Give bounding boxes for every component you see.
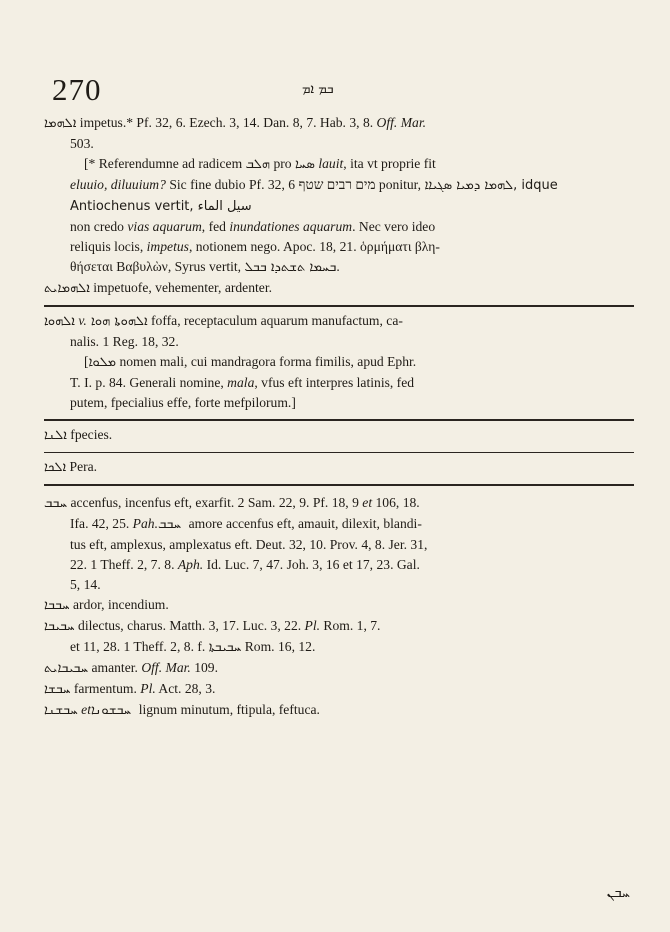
syriac-word: ܠܗܡܐ ܕܡܝܐ ܣܓܝܐܐ <box>424 178 514 193</box>
note-italic: impetus <box>146 239 189 254</box>
note-text: putem, fpecialius effe, forte mefpilorum.] <box>70 395 296 410</box>
entry-text: 22. 1 Theff. 2, 7. 8. <box>70 557 178 572</box>
syriac-word: ܗܘܐ <box>86 314 115 329</box>
entry-text: lignum minutum, ftipula, feftuca. <box>135 702 320 717</box>
lexicon-entry <box>44 679 634 700</box>
entry-text: amanter. <box>88 660 142 675</box>
entry-text: Rom. 16, 12. <box>241 639 316 654</box>
note-text: pro <box>270 156 295 171</box>
entry-text: accenfus, incenfus eft, exarfit. 2 Sam. 22, 9. Pf. 18, 9 <box>67 495 363 510</box>
lexicon-entry <box>44 457 634 478</box>
entry-text: Act. 28, 3. <box>155 681 216 696</box>
arabic-text: , idque Antiochenus vertit, سيل الماء <box>70 178 558 214</box>
section-rule <box>44 452 634 453</box>
entry-text: amore accenfus eft, amauit, dilexit, blandi- <box>185 516 422 531</box>
entry-italic: Off. Mar. <box>376 115 427 130</box>
note-line <box>44 257 634 278</box>
note-text: , notionem nego. Apoc. 18, 21. ὁρμήματι βλη- <box>188 239 440 254</box>
note-line <box>44 237 634 257</box>
note-italic: mala <box>227 375 255 390</box>
syriac-headword: ܚܒܫܢܐ <box>44 703 78 718</box>
note-italic: vias aquarum <box>127 219 202 234</box>
syriac-headword: ܚܒܝܒܐܝܬ <box>44 661 89 676</box>
syriac-headword: ܚܒܒܐ <box>44 598 70 613</box>
syriac-headword: ܚܒܒ <box>44 496 68 511</box>
entry-text: Rom. 1, 7. <box>320 618 381 633</box>
section-rule <box>44 419 634 421</box>
note-text: , vfus eft interpres latinis, fed <box>254 375 415 390</box>
entry-continuation <box>44 555 634 575</box>
entry-text: 503. <box>70 136 94 151</box>
syriac-headword: ܐܠܗܡܐ <box>44 116 77 131</box>
syriac-word: ܗܠܒ <box>245 157 271 172</box>
page-number: 270 <box>52 72 102 107</box>
entry-text: et 11, 28. 1 Theff. 2, 8. f. <box>70 639 209 654</box>
entry-text: nalis. 1 Reg. 18, 32. <box>70 334 179 349</box>
syriac-word: ܚܒܝܒܬܐ <box>208 640 242 655</box>
entry-text: 5, 14. <box>70 577 101 592</box>
catchword: ܚܒܢ <box>606 885 630 901</box>
entry-text: fpecies. <box>66 427 113 442</box>
lexicon-entry <box>44 616 634 637</box>
entry-italic: et <box>77 702 91 717</box>
syriac-headword: ܚܒܫܘܢܐ <box>90 703 136 718</box>
note-text: [* Referendumne ad radicem <box>84 156 246 171</box>
entry-italic: v. <box>74 313 87 328</box>
entry-italic: Pl. <box>140 681 156 696</box>
syriac-word: ܐܠܗܘܬܐ <box>114 314 148 329</box>
syriac-headword: ܐܠܢܐ <box>44 428 67 443</box>
lexicon-entry <box>44 493 634 514</box>
note-text: reliquis locis, <box>70 239 147 254</box>
note-italic: lauit <box>318 156 344 171</box>
entry-text: dilectus, charus. Matth. 3, 17. Luc. 3, 22. <box>74 618 305 633</box>
entry-text: Id. Luc. 7, 47. Joh. 3, 16 et 17, 23. Gal. <box>203 557 420 572</box>
note-italic: eluuio, diluuium? <box>70 177 166 192</box>
entry-text: tus eft, amplexus, amplexatus eft. Deut. 32, 10. Prov. 4, 8. Jer. 31, <box>70 537 428 552</box>
editor-note <box>44 154 634 175</box>
lexicon-entry <box>44 113 634 134</box>
lexicon-column <box>44 113 634 721</box>
note-text: , ita vt proprie fit <box>343 156 436 171</box>
note-line <box>44 373 634 393</box>
entry-text: Ifa. 42, 25. <box>70 516 133 531</box>
entry-text: impetuofe, vehementer, ardenter. <box>89 280 272 295</box>
lexicon-entry <box>44 658 634 679</box>
syriac-headword: ܚܒܫܐ <box>44 682 71 697</box>
note-italic: inundationes aquarum <box>229 219 353 234</box>
entry-italic: Aph. <box>177 557 204 572</box>
lexicon-entry <box>44 278 634 299</box>
entry-text: 106, 18. <box>372 495 420 510</box>
entry-continuation <box>44 332 634 352</box>
entry-continuation <box>44 575 634 595</box>
lexicon-entry <box>44 425 634 446</box>
syriac-headword: ܐܠܗܘܐ <box>44 314 75 329</box>
section-rule <box>44 484 634 486</box>
entry-text: farmentum. <box>70 681 141 696</box>
note-line <box>44 175 634 217</box>
entry-continuation <box>44 535 634 555</box>
note-text: non credo <box>70 219 128 234</box>
editor-note <box>44 352 634 373</box>
note-text: , fed <box>201 219 230 234</box>
note-line <box>44 393 634 413</box>
running-head: ܒܡ ܐܡ <box>302 82 334 97</box>
entry-text: impetus.* Pf. 32, 6. Ezech. 3, 14. Dan. 8, 7. Hab. 3, 8. <box>76 115 377 130</box>
note-text: . Nec vero ideo <box>352 219 436 234</box>
syriac-word: ܣܚܐ <box>294 157 315 172</box>
syriac-headword: ܐܠܗܡܐܝܬ <box>44 281 90 296</box>
note-text: T. I. p. 84. Generali nomine, <box>70 375 228 390</box>
section-rule <box>44 305 634 307</box>
entry-italic: et <box>362 495 373 510</box>
entry-text: foffa, receptaculum aquarum manufactum, ca- <box>147 313 403 328</box>
syriac-headword: ܚܒܝܒܐ <box>44 619 75 634</box>
lexicon-entry <box>44 700 634 721</box>
note-text: . <box>336 259 340 274</box>
entry-continuation <box>44 637 634 658</box>
note-text: θήσεται Βαβυλὼν, Syrus vertit, <box>70 259 245 274</box>
entry-text: 109. <box>190 660 218 675</box>
entry-text: ardor, incendium. <box>69 597 169 612</box>
lexicon-entry <box>44 595 634 616</box>
page-header <box>52 72 610 108</box>
entry-italic: Pah. <box>132 516 158 531</box>
syriac-word: ܒܚܡܐ ܬܫܬܕܐ ܒܒܠ <box>244 260 337 275</box>
entry-italic: Off. Mar. <box>141 660 191 675</box>
syriac-headword: ܐܠܟܐ <box>44 460 67 475</box>
note-line <box>44 217 634 237</box>
entry-continuation <box>44 514 634 535</box>
lexicon-entry <box>44 311 634 332</box>
syriac-word: ܡܠܘܐ <box>88 355 117 370</box>
entry-italic: Pl. <box>304 618 321 633</box>
entry-text: Pera. <box>66 459 98 474</box>
note-text: Sic fine dubio Pf. 32, 6 מים רבים שטף ponitur, <box>165 177 425 192</box>
note-text: nomen mali, cui mandragora forma fimilis, apud Ephr. <box>116 354 417 369</box>
entry-continuation <box>44 134 634 154</box>
syriac-word: ܚܒܒ <box>157 517 186 532</box>
note-text: [ <box>84 354 89 369</box>
